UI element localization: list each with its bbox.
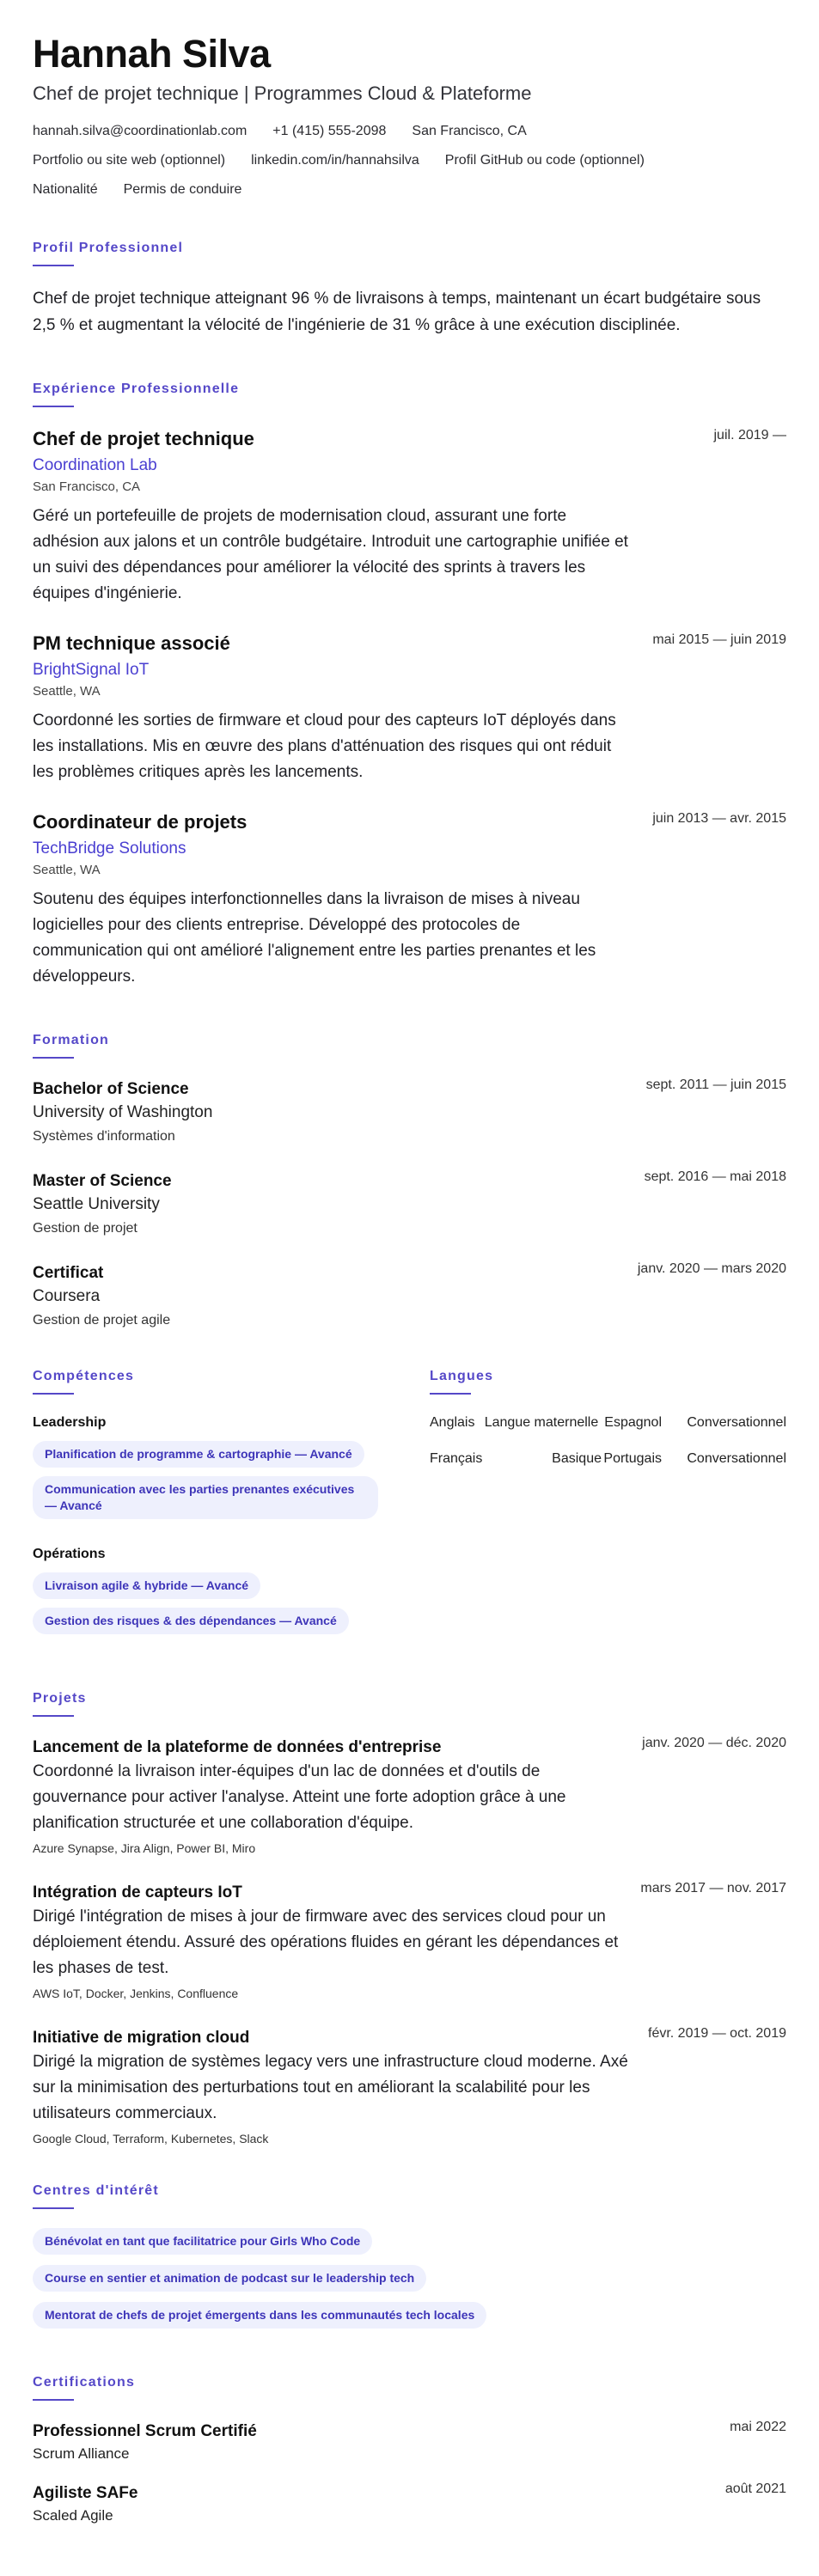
- contact-row: [33, 117, 786, 146]
- education-date: janv. 2020 — mars 2020: [637, 1261, 786, 1276]
- skill-chips: [33, 1441, 400, 1528]
- field-of-study: Gestion de projet: [33, 1221, 138, 1236]
- certification-name: Professionnel Scrum Certifié: [33, 2422, 257, 2440]
- contact-linkedin[interactable]: linkedin.com/in/hannahsilva: [251, 153, 419, 168]
- project-item: [33, 1881, 786, 2002]
- section-title: Expérience Professionnelle: [33, 382, 240, 396]
- contact-license: Permis de conduire: [123, 182, 242, 197]
- section-divider: [33, 1057, 74, 1059]
- interests-section: [33, 2182, 786, 2339]
- skill-chip: Livraison agile & hybride — Avancé: [33, 1572, 260, 1599]
- project-date: janv. 2020 — déc. 2020: [642, 1736, 786, 1750]
- contact-phone[interactable]: +1 (415) 555-2098: [272, 124, 387, 138]
- certification-issuer: Scaled Agile: [33, 2507, 113, 2524]
- section-divider: [33, 406, 74, 407]
- project-date: févr. 2019 — oct. 2019: [648, 2026, 786, 2041]
- job-location: San Francisco, CA: [33, 479, 141, 494]
- profile-summary: Chef de projet technique atteignant 96 % de livraisons à temps, maintenant un écart budgétaire sous 2,5 % et augmentant la vélocité de l'ingénierie de 31 % grâce à une exécution disciplinée.: [33, 290, 761, 334]
- contact-row: [33, 146, 786, 175]
- interest-chips: [33, 2228, 786, 2339]
- job-title: Coordinateur de projets: [33, 811, 248, 833]
- section-title: Formation: [33, 1033, 110, 1047]
- field-of-study: Gestion de projet agile: [33, 1313, 171, 1328]
- field-of-study: Systèmes d'information: [33, 1129, 175, 1144]
- skill-chip: Gestion des risques & des dépendances — Avancé: [33, 1608, 349, 1634]
- certification-issuer: Scrum Alliance: [33, 2445, 130, 2462]
- skill-chip: Communication avec les parties prenantes exécutives — Avancé: [33, 1476, 378, 1519]
- project-title: Lancement de la plateforme de données d'entreprise: [33, 1738, 442, 1756]
- candidate-name: Hannah Silva: [33, 32, 271, 76]
- section-divider: [430, 1393, 471, 1395]
- experience-item: [33, 809, 786, 990]
- skill-chips: [33, 1572, 400, 1643]
- section-title: Langues: [430, 1369, 494, 1383]
- contact-nationality: Nationalité: [33, 182, 98, 197]
- company-name: TechBridge Solutions: [33, 839, 186, 858]
- section-title: Centres d'intérêt: [33, 2183, 159, 2198]
- language-name: Espagnol: [604, 1415, 662, 1430]
- school: University of Washington: [33, 1103, 213, 1121]
- language-level: Conversationnel: [687, 1451, 786, 1466]
- language-name: Portugais: [603, 1451, 662, 1466]
- language-name: Français: [430, 1451, 483, 1466]
- section-title: Compétences: [33, 1369, 135, 1383]
- language-level: Conversationnel: [687, 1415, 786, 1430]
- job-date: juin 2013 — avr. 2015: [652, 811, 786, 826]
- job-location: Seattle, WA: [33, 684, 101, 699]
- experience-item: [33, 426, 786, 607]
- contact-row: [33, 175, 786, 204]
- job-date: mai 2015 — juin 2019: [652, 632, 786, 647]
- job-date: juil. 2019 —: [713, 428, 786, 443]
- project-tech: AWS IoT, Docker, Jenkins, Confluence: [33, 1987, 239, 2000]
- experience-section: [33, 380, 786, 990]
- company-name: Coordination Lab: [33, 456, 157, 474]
- degree: Bachelor of Science: [33, 1080, 189, 1098]
- degree: Certificat: [33, 1264, 104, 1282]
- skill-group-title: Leadership: [33, 1415, 107, 1430]
- certification-item: [33, 2481, 786, 2526]
- section-title: Projets: [33, 1691, 87, 1706]
- skills-section: [33, 1367, 400, 1660]
- language-level: Langue maternelle: [484, 1415, 599, 1430]
- section-divider: [33, 1715, 74, 1717]
- project-description: Dirigé l'intégration de mises à jour de firmware avec des services cloud pour un déploiement étendu. Assuré des opérations fluides en gérant les dépendances et les phases de test.: [33, 1908, 619, 1977]
- education-item: [33, 1261, 786, 1331]
- project-tech: Azure Synapse, Jira Align, Power BI, Miro: [33, 1841, 256, 1855]
- job-description: Géré un portefeuille de projets de modernisation cloud, assurant une forte adhésion aux jalons et un contrôle budgétaire. Introduit une cartographie unifiée et un suivi des dépendances pour améliorer la vélocité des sprints à travers les équipes d'ingénierie.: [33, 507, 628, 602]
- contact-email[interactable]: hannah.silva@coordinationlab.com: [33, 124, 248, 138]
- languages-section: [430, 1367, 786, 1660]
- skills-languages-row: [33, 1367, 786, 1660]
- education-date: sept. 2016 — mai 2018: [644, 1169, 786, 1184]
- job-title: PM technique associé: [33, 632, 230, 654]
- company-name: BrightSignal IoT: [33, 661, 150, 679]
- job-location: Seattle, WA: [33, 863, 101, 877]
- skill-group-title: Opérations: [33, 1547, 106, 1561]
- section-title: Profil Professionnel: [33, 241, 184, 255]
- section-divider: [33, 2399, 74, 2401]
- language-level: Basique: [552, 1451, 602, 1466]
- project-item: [33, 2026, 786, 2147]
- contact-github[interactable]: Profil GitHub ou code (optionnel): [444, 153, 645, 168]
- certifications-section: [33, 2373, 786, 2526]
- section-title: Certifications: [33, 2375, 136, 2390]
- certification-name: Agiliste SAFe: [33, 2484, 138, 2502]
- projects-section: [33, 1689, 786, 2147]
- project-item: [33, 1736, 786, 1857]
- skill-chip: Planification de programme & cartographie — Avancé: [33, 1441, 364, 1468]
- experience-item: [33, 631, 786, 785]
- degree: Master of Science: [33, 1172, 172, 1190]
- job-title: Chef de projet technique: [33, 428, 254, 449]
- project-description: Coordonné la livraison inter-équipes d'un lac de données et d'outils de gouvernance pour activer l'analyse. Atteint une forte adoption grâce à une planification structurée et une collaboration d'équipe.: [33, 1762, 566, 1832]
- job-description: Soutenu des équipes interfonctionnelles dans la livraison de mises à niveau logicielles pour des clients entreprise. Développé des protocoles de communication qui ont amélioré l'alignement entre les parties prenantes et les développeurs.: [33, 890, 596, 986]
- language-name: Anglais: [430, 1415, 475, 1430]
- contact-portfolio[interactable]: Portfolio ou site web (optionnel): [33, 153, 226, 168]
- certification-item: [33, 2420, 786, 2464]
- education-item: [33, 1077, 786, 1147]
- interest-chip: Mentorat de chefs de projet émergents dans les communautés tech locales: [33, 2302, 486, 2329]
- project-date: mars 2017 — nov. 2017: [640, 1881, 786, 1895]
- education-item: [33, 1169, 786, 1239]
- project-title: Intégration de capteurs IoT: [33, 1883, 242, 1901]
- section-divider: [33, 265, 74, 266]
- headline: Chef de projet technique | Programmes Cloud & Plateforme: [33, 82, 532, 104]
- school: Seattle University: [33, 1195, 160, 1213]
- project-tech: Google Cloud, Terraform, Kubernetes, Slack: [33, 2132, 269, 2146]
- project-title: Initiative de migration cloud: [33, 2029, 250, 2047]
- education-section: [33, 1031, 786, 1331]
- languages-list: [430, 1413, 786, 1468]
- job-description: Coordonné les sorties de firmware et cloud pour des capteurs IoT déployés dans les installations. Mis en œuvre des plans d'atténuation des risques qui ont réduit les problèmes critiques après les lancements.: [33, 711, 616, 781]
- section-divider: [33, 2207, 74, 2209]
- education-date: sept. 2011 — juin 2015: [645, 1077, 786, 1092]
- profile-section: [33, 239, 786, 339]
- contact-location: San Francisco, CA: [412, 124, 527, 138]
- interest-chip: Course en sentier et animation de podcast sur le leadership tech: [33, 2265, 426, 2292]
- certification-date: mai 2022: [730, 2420, 786, 2434]
- project-description: Dirigé la migration de systèmes legacy vers une infrastructure cloud moderne. Axé sur la minimisation des perturbations tout en améliorant la scalabilité pour les utilisateurs commerciaux.: [33, 2053, 628, 2122]
- interest-chip: Bénévolat en tant que facilitatrice pour Girls Who Code: [33, 2228, 372, 2255]
- school: Coursera: [33, 1287, 101, 1305]
- section-divider: [33, 1393, 74, 1395]
- certification-date: août 2021: [724, 2481, 786, 2496]
